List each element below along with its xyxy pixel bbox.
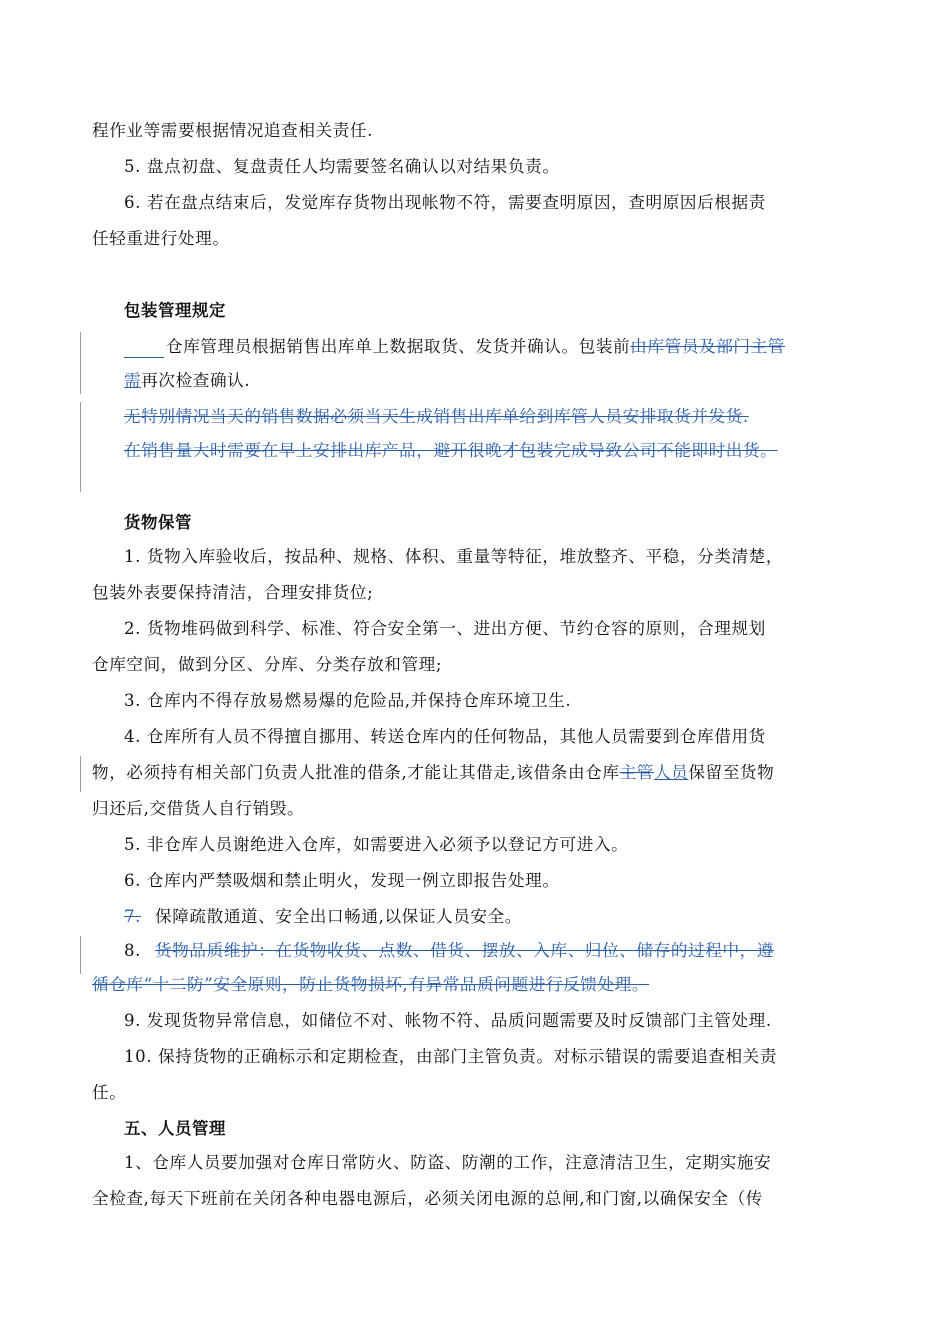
inserted-text: 人员 [653,763,689,782]
deleted-line: 在销售量大时需要在早上安排出库产品，避开很晚才包装完成导致公司不能即时出货。 [124,441,778,460]
text-line [124,336,894,358]
text-line [92,762,862,784]
text-line: 任。 [92,1083,127,1102]
text-line: 归还后,交借货人自行销毁。 [92,799,305,818]
inserted-text: 需 [124,371,142,390]
text-line: 5. 非仓库人员谢绝进入仓库，如需要进入必须予以登记方可进入。 [124,835,629,854]
text-line: 1、仓库人员要加强对仓库日常防火、防盗、防潮的工作，注意清洁卫生，定期实施安 [124,1153,772,1172]
text-line: 10. 保持货物的正确标示和定期检查，由部门主管负责。对标示错误的需要追查相关责 [124,1047,778,1066]
section-heading-personnel: 五、人员管理 [124,1119,226,1138]
text-line: 6. 仓库内严禁吸烟和禁止明火，发现一例立即报告处理。 [124,871,560,890]
text-run: 再次检查确认. [141,371,251,390]
deleted-line: 无特别情况当天的销售数据必须当天生成销售出库单给到库管人员安排取货并发货. [124,407,749,426]
text-line: 5. 盘点初盘、复盘责任人均需要签名确认以对结果负责。 [124,157,560,176]
text-line: 2. 货物堆码做到科学、标准、符合安全第一、进出方便、节约仓容的原则，合理规划 [124,619,766,638]
deleted-text: 主管 [619,763,654,782]
text-line: 3. 仓库内不得存放易燃易爆的危险品,并保持仓库环境卫生. [124,691,572,710]
text-line: 4. 仓库所有人员不得擅自挪用、转送仓库内的任何物品，其他人员需要到仓库借用货 [124,727,766,746]
list-number: 8. [124,941,142,960]
deleted-text: 7. [124,907,142,926]
revision-bar [80,936,81,974]
text-line: 6. 若在盘点结束后，发觉库存货物出现帐物不符，需要查明原因，查明原因后根据责 [124,193,766,212]
text-line: 包装外表要保持清洁，合理安排货位; [92,583,374,602]
text-run: 物，必须持有相关部门负责人批准的借条,才能让其借走,该借条由仓库 [92,763,620,782]
revision-bar [80,332,81,394]
text-line [124,906,894,928]
deleted-text: 货物品质维护：在货物收货、点数、借货、摆放、入库、归位、储存的过程中，遵 [155,941,775,960]
revision-bar [80,756,81,792]
section-heading-storage: 货物保管 [124,513,192,532]
revision-bar [80,402,81,492]
section-heading-packaging: 包装管理规定 [124,301,226,320]
text-run: 仓库管理员根据销售出库单上数据取货、发货并确认。包装前 [166,337,631,356]
inserted-blank [124,339,164,358]
deleted-text: 由库管员及部门主管 [630,337,785,356]
text-line: 1. 货物入库验收后，按品种、规格、体积、重量等特征，堆放整齐、平稳，分类清楚， [124,547,784,566]
text-line: 全检查,每天下班前在关闭各种电器电源后，必须关闭电源的总闸,和门窗,以确保安全（传 [92,1189,763,1208]
text-run: 保留至货物 [688,763,775,782]
text-run: 保障疏散通道、安全出口畅通,以保证人员安全。 [155,907,522,926]
text-line: 任轻重进行处理。 [92,229,230,248]
text-line [124,940,894,962]
text-line [124,370,894,392]
text-line: 9. 发现货物异常信息，如储位不对、帐物不符、品质问题需要及时反馈部门主管处理. [124,1011,772,1030]
deleted-line: 循仓库“十二防”安全原则，防止货物损坏,有异常品质问题进行反馈处理。 [92,975,650,994]
text-line: 仓库空间，做到分区、分库、分类存放和管理; [92,655,443,674]
text-line: 程作业等需要根据情况追查相关责任. [92,121,373,140]
